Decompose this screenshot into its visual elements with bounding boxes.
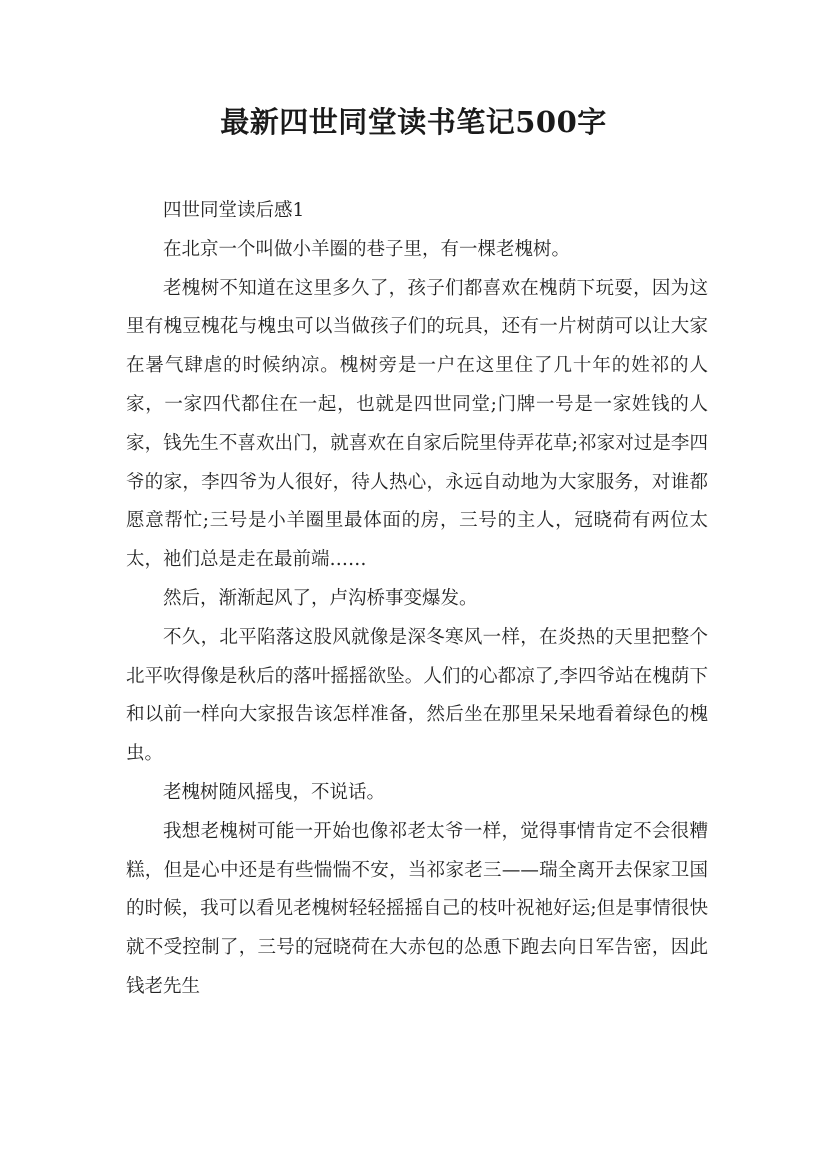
- paragraph: 在北京一个叫做小羊圈的巷子里，有一棵老槐树。: [163, 238, 571, 260]
- paragraph: 然后，渐渐起风了，卢沟桥事变爆发。: [163, 587, 478, 609]
- paragraph: 我想老槐树可能一开始也像祁老太爷一样，觉得事情肯定不会很糟糕，但是心中还是有些惴惴不安，当祁家老三——瑞全离开去保家卫国的时候，我可以看见老槐树轻轻摇摇自己的枝叶祝祂好运;但是事情很快就不受控制了，三号的冠晓荷在大赤包的怂恿下跑去向日军告密，因此钱老先生: [126, 820, 708, 997]
- paragraph: 老槐树不知道在这里多久了，孩子们都喜欢在槐荫下玩耍，因为这里有槐豆槐花与槐虫可以当做孩子们的玩具，还有一片树荫可以让大家在暑气肆虐的时候纳凉。槐树旁是一户在这里住了几十年的姓祁的人家，一家四代都住在一起，也就是四世同堂;门牌一号是一家姓钱的人家，钱先生不喜欢出门，就喜欢在自家后院里侍弄花草;祁家对过是李四爷的家，李四爷为人很好，待人热心，永远自动地为大家服务，对谁都愿意帮忙;三号是小羊圈里最体面的房，三号的主人，冠晓荷有两位太太，祂们总是走在最前端……: [126, 277, 708, 571]
- section-heading: 四世同堂读后感1: [163, 200, 305, 221]
- document-title: 最新四世同堂读书笔记500字: [220, 105, 607, 139]
- document-body: [126, 192, 708, 1007]
- paragraph: 不久，北平陷落这股风就像是深冬寒风一样，在炎热的天里把整个北平吹得像是秋后的落叶摇摇欲坠。人们的心都凉了,李四爷站在槐荫下和以前一样向大家报告该怎样准备，然后坐在那里呆呆地看着绿色的槐虫。: [126, 626, 708, 765]
- paragraph: 老槐树随风摇曳，不说话。: [163, 781, 386, 803]
